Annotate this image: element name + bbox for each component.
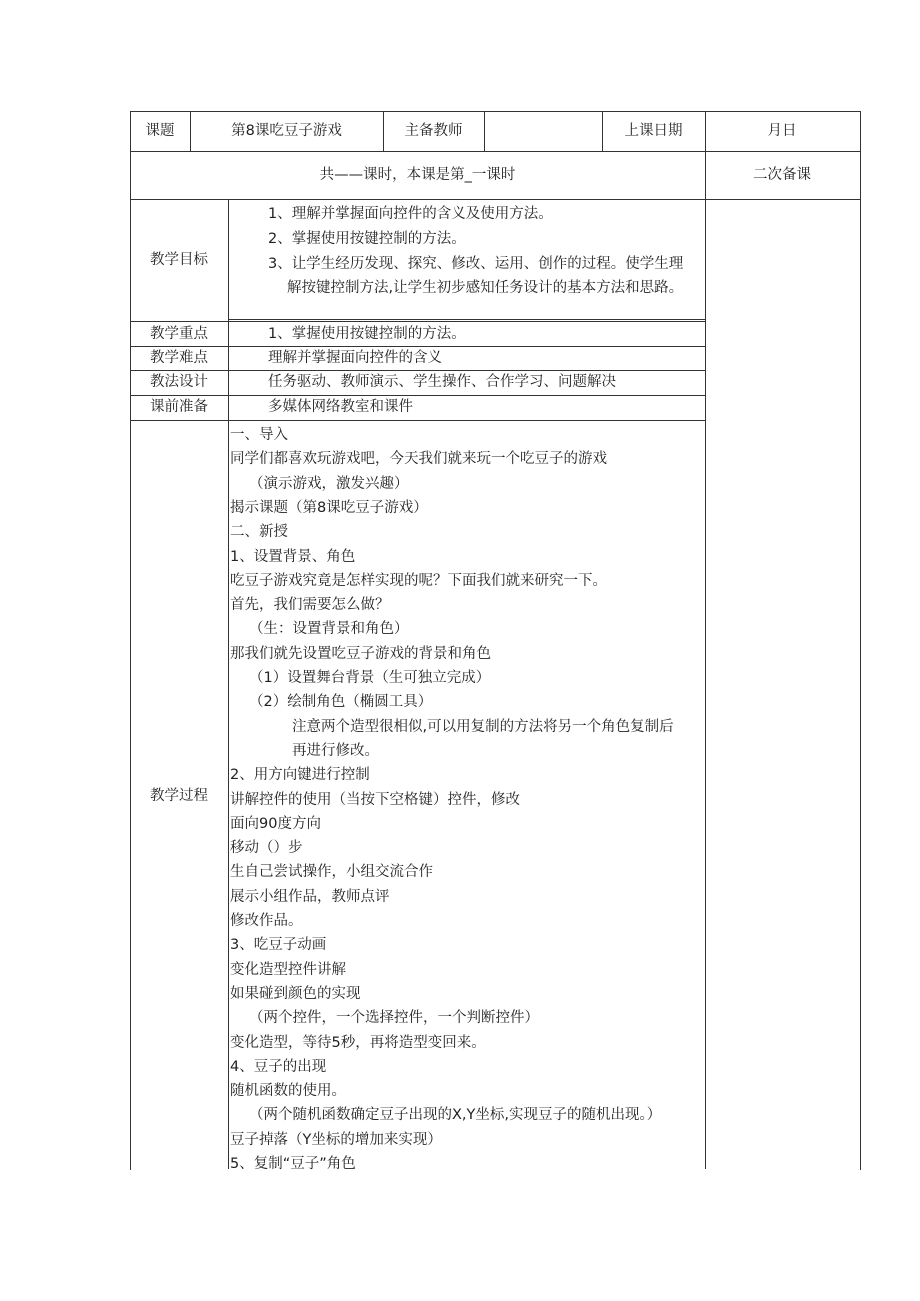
difficulties-value: 理解并掌握面向控件的含义: [268, 350, 442, 366]
date-value: 月日: [767, 123, 797, 139]
row-divider: [130, 151, 860, 152]
process-line: （两个随机函数确定豆子出现的X,Y坐标,实现豆子的随机出现。）: [249, 1107, 662, 1124]
process-label: 教学过程: [150, 788, 208, 804]
method-label: 教法设计: [150, 374, 208, 390]
row-divider: [130, 420, 705, 421]
objective-item: 2、掌握使用按键控制的方法。: [268, 231, 466, 247]
date-label: 上课日期: [624, 123, 683, 139]
column-divider: [228, 199, 229, 1169]
topic-value: 第8课吃豆子游戏: [231, 123, 342, 139]
column-divider: [484, 111, 485, 151]
process-line: 一、导入: [230, 427, 288, 443]
process-line: 移动（）步: [230, 840, 303, 857]
process-line: 同学们都喜欢玩游戏吧，今天我们就来玩一个吃豆子的游戏: [230, 451, 607, 468]
row-divider: [228, 319, 705, 320]
process-line: 2、用方向键进行控制: [230, 767, 370, 784]
row-divider: [130, 395, 705, 396]
process-line: 豆子掉落（Y坐标的增加来实现）: [230, 1131, 442, 1148]
process-line: 5、复制“豆子”角色: [230, 1156, 356, 1172]
objectives-label: 教学目标: [150, 252, 208, 268]
preparation-label: 课前准备: [150, 399, 208, 415]
process-line: 二、新授: [230, 524, 288, 541]
process-line: 吃豆子游戏究竟是怎样实现的呢？下面我们就来研究一下。: [230, 572, 607, 589]
teacher-label: 主备教师: [404, 123, 463, 139]
process-line: 揭示课题（第8课吃豆子游戏）: [230, 499, 428, 516]
objective-item: 1、理解并掌握面向控件的含义及使用方法。: [268, 206, 553, 222]
topic-label: 课题: [145, 123, 175, 139]
row-divider: [130, 199, 860, 200]
process-line: 变化造型，等待5秒，再将造型变回来。: [230, 1034, 486, 1051]
objective-item: 3、让学生经历发现、探究、修改、运用、创作的过程。使学生理: [268, 256, 684, 272]
row-divider: [130, 346, 705, 347]
process-line: 展示小组作品，教师点评: [230, 888, 390, 905]
method-value: 任务驱动、教师演示、学生操作、合作学习、问题解决: [268, 374, 616, 390]
process-line: 首先，我们需要怎么做？: [230, 597, 390, 614]
process-line: 变化造型控件讲解: [230, 961, 346, 978]
difficulties-label: 教学难点: [150, 350, 208, 366]
process-line: （演示游戏，激发兴趣）: [249, 475, 409, 492]
period-text: 共——课时，本课是第_一课时: [319, 167, 516, 183]
second-prep-label: 二次备课: [753, 167, 811, 183]
process-line: 如果碰到颜色的实现: [230, 985, 361, 1002]
process-line: 面向90度方向: [230, 815, 321, 832]
process-line: 讲解控件的使用（当按下空格键）控件，修改: [230, 791, 520, 808]
process-line: 那我们就先设置吃豆子游戏的背景和角色: [230, 645, 491, 662]
process-line: 随机函数的使用。: [230, 1083, 346, 1100]
process-line: 4、豆子的出现: [230, 1058, 327, 1075]
process-line: （两个控件，一个选择控件，一个判断控件）: [249, 1010, 539, 1027]
process-line: 再进行修改。: [292, 742, 379, 759]
preparation-value: 多媒体网络教室和课件: [268, 399, 413, 415]
process-line: （生：设置背景和角色）: [249, 621, 409, 638]
process-line: 注意两个造型很相似,可以用复制的方法将另一个角色复制后: [292, 718, 674, 735]
process-line: 3、吃豆子动画: [230, 937, 327, 954]
row-divider: [130, 370, 705, 371]
column-divider: [705, 111, 706, 1169]
key-points-label: 教学重点: [150, 326, 208, 342]
row-divider: [130, 321, 705, 322]
process-line: 1、设置背景、角色: [230, 548, 356, 565]
process-line: （2）绘制角色（椭圆工具）: [249, 694, 433, 711]
process-line: （1）设置舞台背景（生可独立完成）: [249, 670, 491, 686]
key-points-value: 1、掌握使用按键控制的方法。: [268, 326, 466, 342]
objective-item: 解按键控制方法,让学生初步感知任务设计的基本方法和思路。: [287, 280, 684, 296]
process-line: 生自己尝试操作，小组交流合作: [230, 864, 433, 881]
process-line: 修改作品。: [230, 913, 303, 929]
